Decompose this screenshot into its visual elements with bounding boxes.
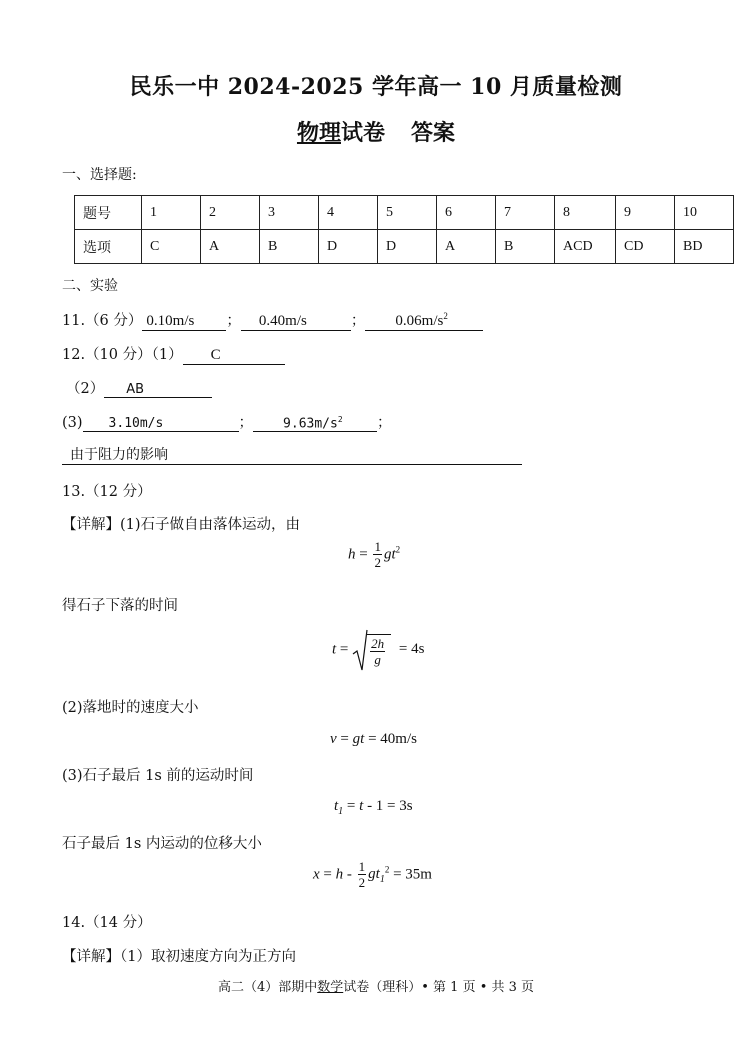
reason-text: 由于阻力的影响 bbox=[70, 447, 168, 463]
question-13-label: 13.（12 分） bbox=[62, 484, 152, 500]
table-cell: C bbox=[142, 230, 201, 264]
table-row bbox=[75, 230, 734, 264]
document-title: 民乐一中 2024-2025 学年高一 10 月质量检测 bbox=[129, 74, 623, 100]
question-12-part-3 bbox=[62, 411, 392, 432]
answer-blank: 3.10m/s bbox=[83, 416, 239, 432]
footer-prefix: 高二（4）部期中 bbox=[217, 980, 318, 995]
detail-text: (1)石子做自由落体运动，由 bbox=[120, 517, 301, 533]
page-footer bbox=[0, 976, 752, 995]
answer-value: 0.06m/s bbox=[395, 313, 444, 329]
detail-tag: 【详解】 bbox=[62, 949, 120, 965]
subtitle-rest: 试卷 bbox=[340, 120, 385, 146]
displacement-result: = 35m bbox=[393, 866, 432, 883]
formula-velocity: v = gt = 40m/s bbox=[330, 731, 417, 747]
section-choice-heading: 一、选择题: bbox=[62, 167, 137, 183]
table-cell: 7 bbox=[496, 196, 555, 230]
answer-value: 9.63m/s bbox=[283, 416, 338, 431]
reason-blank bbox=[62, 444, 522, 465]
velocity-label: (2)落地时的速度大小 bbox=[62, 700, 199, 716]
velocity-result: = 40m/s bbox=[368, 731, 417, 747]
document-subtitle bbox=[0, 116, 752, 147]
answer-blank: C bbox=[183, 347, 285, 365]
detail-text: （1）取初速度方向为正方向 bbox=[120, 949, 296, 965]
question-13-detail bbox=[62, 513, 300, 534]
table-cell: CD bbox=[616, 230, 675, 264]
table-cell: 6 bbox=[437, 196, 496, 230]
table-cell: D bbox=[378, 230, 437, 264]
table-cell: A bbox=[201, 230, 260, 264]
answer-blank: AB bbox=[104, 382, 212, 398]
time-result: = 4s bbox=[398, 641, 425, 658]
section-experiment-heading: 二、实验 bbox=[62, 278, 118, 294]
separator: ； bbox=[350, 313, 366, 329]
table-cell: 5 bbox=[378, 196, 437, 230]
answer-blank: 0.40m/s bbox=[241, 313, 351, 331]
separator: ； bbox=[226, 313, 241, 329]
answer-table bbox=[74, 195, 734, 264]
question-14-label: 14.（14 分） bbox=[62, 915, 152, 931]
question-11 bbox=[62, 309, 483, 331]
table-cell: 3 bbox=[260, 196, 319, 230]
table-cell: B bbox=[496, 230, 555, 264]
table-cell: 1 bbox=[142, 196, 201, 230]
table-cell: ACD bbox=[555, 230, 616, 264]
table-row bbox=[75, 196, 734, 230]
table-cell: BD bbox=[675, 230, 734, 264]
question-label: 12.（10 分）（1） bbox=[62, 347, 183, 363]
answer-blank: 0.10m/s bbox=[142, 313, 226, 331]
answer-blank: $9.63m/s^2$ bbox=[253, 415, 377, 432]
footer-subject: 数学 bbox=[317, 980, 344, 995]
formula-t1: $t_1 = t - 1 = 3s$ bbox=[334, 798, 413, 817]
part-label: (3) bbox=[62, 415, 83, 431]
separator: ； bbox=[377, 415, 392, 431]
formula-height: h = $\frac{1}{2}$ $gt^2$ bbox=[348, 539, 401, 570]
detail-tag: 【详解】 bbox=[62, 517, 120, 533]
subtitle-answer: 答案 bbox=[411, 120, 456, 146]
part-label: （2） bbox=[66, 381, 105, 397]
question-12 bbox=[62, 343, 285, 365]
table-cell: 9 bbox=[616, 196, 675, 230]
table-cell: B bbox=[260, 230, 319, 264]
last-second-time-label: (3)石子最后 1s 前的运动时间 bbox=[62, 768, 254, 784]
formula-time: t = $\frac{2h}{g}$ = 4s bbox=[332, 628, 424, 672]
question-14-detail bbox=[62, 945, 296, 966]
table-cell: 8 bbox=[555, 196, 616, 230]
answer-blank: $0.06m/s^2$ bbox=[365, 311, 483, 331]
table-cell: A bbox=[437, 230, 496, 264]
table-header-cell: 题号 bbox=[75, 196, 142, 230]
table-cell: 10 bbox=[675, 196, 734, 230]
t1-result: - 1 = 3s bbox=[367, 798, 413, 814]
table-cell: 2 bbox=[201, 196, 260, 230]
table-cell: 4 bbox=[319, 196, 378, 230]
table-header-cell: 选项 bbox=[75, 230, 142, 264]
time-result-label: 得石子下落的时间 bbox=[62, 598, 178, 614]
displacement-label: 石子最后 1s 内运动的位移大小 bbox=[62, 836, 262, 852]
separator: ； bbox=[238, 415, 254, 431]
formula-displacement: x = h - $\frac{1}{2}$ $gt_1^2 = 35m$ bbox=[313, 859, 432, 890]
question-12-part-2 bbox=[66, 377, 212, 398]
table-cell: D bbox=[319, 230, 378, 264]
footer-suffix: 试卷（理科）• 第 1 页 • 共 3 页 bbox=[343, 980, 535, 995]
question-label: 11.（6 分） bbox=[62, 313, 143, 329]
subtitle-subject: 物理 bbox=[296, 120, 341, 146]
